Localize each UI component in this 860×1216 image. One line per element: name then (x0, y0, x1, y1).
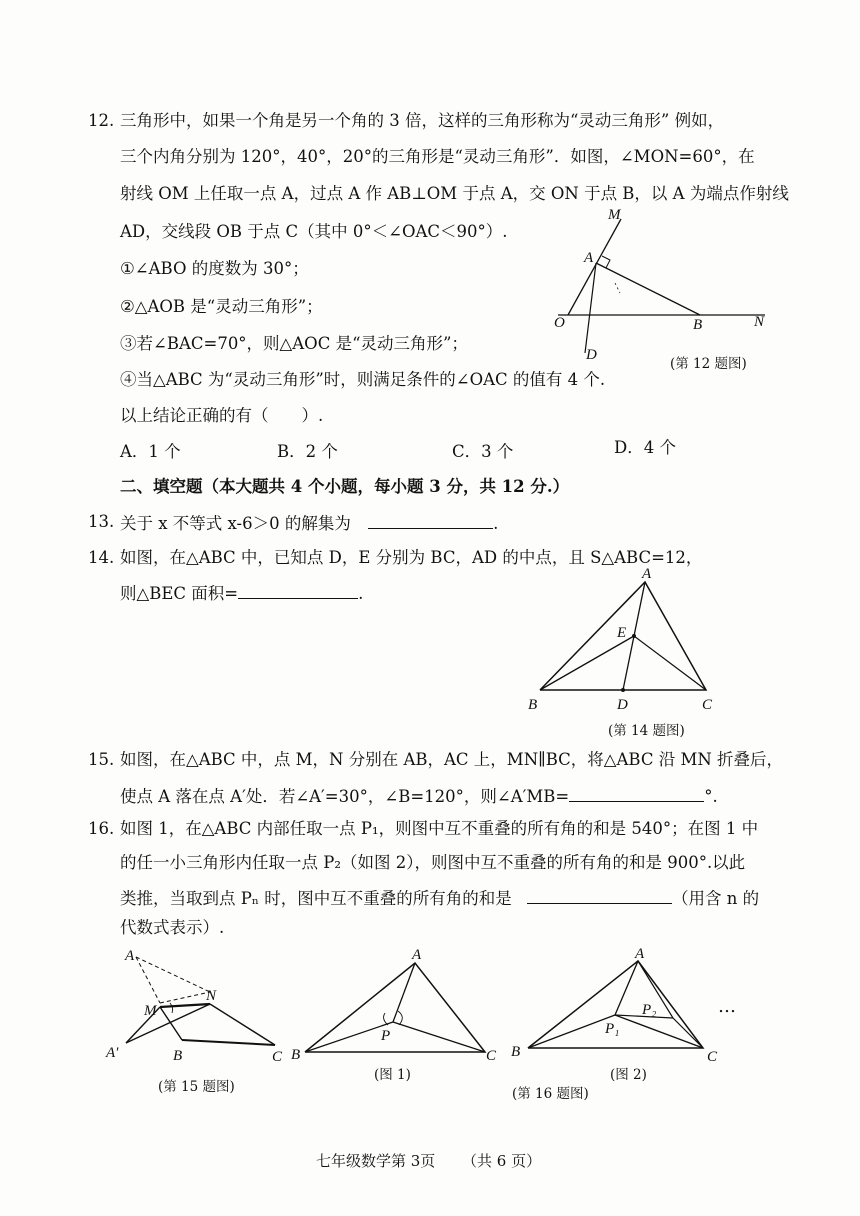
q16-ellipsis: … (718, 996, 736, 1017)
label-b: B (511, 1044, 521, 1060)
footer-total-pages: （共 6 页） (462, 1152, 542, 1170)
q15-figure-caption: (第 15 题图) (158, 1079, 235, 1095)
label-n: N (754, 314, 765, 330)
footer-page-number: 七年级数学第 3页 (316, 1152, 436, 1170)
q14-number: 14. (88, 548, 115, 567)
q14-figure (520, 560, 730, 720)
q12-line-2: 三个内角分别为 120°，40°，20°的三角形是“灵动三角形”．如图，∠MON=60°，在 (120, 147, 755, 166)
q14-text: 则△BEC 面积= (120, 584, 239, 603)
segment-bc (182, 1040, 275, 1045)
q15-answer-blank[interactable] (569, 784, 704, 802)
label-p1: P₁ (605, 1021, 620, 1037)
q12-option-d: D．4 个 (614, 438, 676, 457)
q14-end: . (358, 584, 364, 603)
angle-mark (170, 1003, 173, 1013)
q16-figure-1 (285, 945, 505, 1070)
q14-answer-blank[interactable] (238, 581, 358, 599)
label-a: A (584, 250, 594, 266)
pencil-mark (615, 283, 620, 293)
q12-line-4: AD，交线段 OB 于点 C（其中 0°＜∠OAC＜90°）. (120, 222, 508, 241)
q15-end: °. (704, 787, 718, 806)
q15-number: 15. (88, 750, 115, 769)
q16-figure-1-caption: (图 1) (374, 1067, 411, 1083)
q13-end: . (493, 514, 499, 533)
label-a-prime: A′ (106, 1045, 119, 1061)
ray-om (568, 219, 621, 315)
q16-figure-2-caption: (图 2) (610, 1067, 647, 1083)
angle-mark-left (384, 1013, 388, 1025)
q14-figure-caption: (第 14 题图) (608, 723, 685, 739)
q12-statement-4: ④当△ABC 为“灵动三角形”时，则满足条件的∠OAC 的值有 4 个. (120, 370, 606, 389)
q12-figure (550, 205, 780, 365)
q12-line-1: 三角形中，如果一个角是另一个角的 3 倍，这样的三角形称为“灵动三角形” 例如， (120, 111, 725, 130)
segment-ec (634, 636, 706, 690)
segment-cp2 (673, 1018, 703, 1048)
point-d (621, 688, 625, 692)
q16-text-tail: （用含 n 的 (671, 889, 760, 908)
label-p2: P₂ (642, 1002, 657, 1018)
fold-line-mn-dash (160, 992, 210, 1003)
q16-number: 16. (88, 819, 115, 838)
label-a: A (125, 948, 135, 964)
q16-line-2: 的任一小三角形内任取一点 P₂（如图 2），则图中互不重叠的所有角的和是 900°.以此 (120, 853, 746, 872)
label-m: M (144, 1003, 157, 1019)
label-b: B (693, 317, 703, 333)
label-a: A (412, 947, 422, 963)
label-b: B (528, 697, 538, 713)
q13-number: 13. (88, 512, 115, 531)
fold-line-an (136, 957, 210, 992)
segment-cp (393, 1022, 485, 1052)
label-m: M (608, 207, 621, 223)
q12-number: 12. (88, 111, 115, 130)
fold-line-am (136, 957, 160, 1003)
q16-figure-2 (508, 945, 728, 1070)
segment-a2n (126, 1004, 210, 1043)
segment-be (540, 636, 634, 690)
segment-nc (210, 1004, 275, 1045)
label-c: C (707, 1049, 718, 1065)
q12-option-a: A．1 个 (120, 442, 181, 461)
q15-text: 使点 A 落在点 A′处．若∠A′=30°，∠B=120°，则∠A′MB= (120, 787, 570, 806)
q16-line-4: 代数式表示）. (120, 918, 225, 937)
section-2-heading: 二、填空题（本大题共 4 个小题，每小题 3 分，共 12 分.） (120, 477, 570, 496)
label-e: E (617, 625, 627, 641)
q12-option-b: B．2 个 (277, 442, 338, 461)
q16-line-3 (120, 886, 759, 910)
label-o: O (554, 315, 565, 331)
triangle-abc-fig1 (305, 963, 485, 1052)
label-c: C (486, 1048, 497, 1064)
q16-answer-blank[interactable] (527, 886, 672, 904)
q12-line-3: 射线 OM 上任取一点 A，过点 A 作 AB⊥OM 于点 A，交 ON 于点 B，以 A 为端点作射线 (120, 184, 789, 203)
q12-statement-2: ②△AOB 是“灵动三角形”； (120, 297, 323, 316)
label-d: D (617, 697, 628, 713)
q12-statement-1: ①∠ABO 的度数为 30°； (120, 259, 309, 278)
q12-figure-caption: (第 12 题图) (670, 356, 747, 372)
q12-statement-3: ③若∠BAC=70°，则△AOC 是“灵动三角形”； (120, 334, 468, 353)
segment-bp (305, 1022, 393, 1052)
q15-line-1: 如图，在△ABC 中，点 M，N 分别在 AB，AC 上，MN∥BC，将△ABC 沿 MN 折叠后， (120, 750, 784, 769)
label-a: A (642, 566, 652, 582)
q15-figure (100, 945, 300, 1075)
label-d: D (586, 347, 597, 363)
q16-line-1: 如图 1，在△ABC 内部任取一点 P₁，则图中互不重叠的所有角的和是 540°；在图 1 中 (120, 819, 759, 838)
segment-bp1 (528, 1015, 615, 1048)
label-c: C (702, 697, 713, 713)
segment-mn (160, 1004, 210, 1007)
q14-line-2 (120, 581, 363, 605)
q16-text: 类推，当取到点 Pₙ 时，图中互不重叠的所有角的和是 (120, 889, 512, 908)
label-b: B (173, 1048, 183, 1064)
q12-question: 以上结论正确的有（ ）. (120, 406, 324, 425)
q12-option-c: C．3 个 (452, 442, 514, 461)
point-e (632, 634, 636, 638)
angle-mark-right (398, 1011, 402, 1025)
q16-figure-caption: (第 16 题图) (512, 1086, 589, 1102)
label-c: C (272, 1049, 283, 1065)
segment-ab (596, 263, 700, 315)
label-n: N (206, 988, 217, 1004)
label-a: A (635, 946, 645, 962)
segment-ap1 (615, 961, 638, 1015)
q15-line-2 (120, 784, 718, 808)
ray-ad (585, 263, 596, 353)
label-p: P (381, 1028, 391, 1044)
q14-line-1: 如图，在△ABC 中，已知点 D，E 分别为 BC，AD 的中点，且 S△ABC=12， (120, 548, 703, 567)
label-b: B (291, 1047, 301, 1063)
segment-mb (160, 1007, 182, 1040)
q13-text: 关于 x 不等式 x-6＞0 的解集为 (120, 514, 351, 533)
q13-answer-blank[interactable] (368, 511, 493, 529)
q13-line (120, 511, 498, 535)
